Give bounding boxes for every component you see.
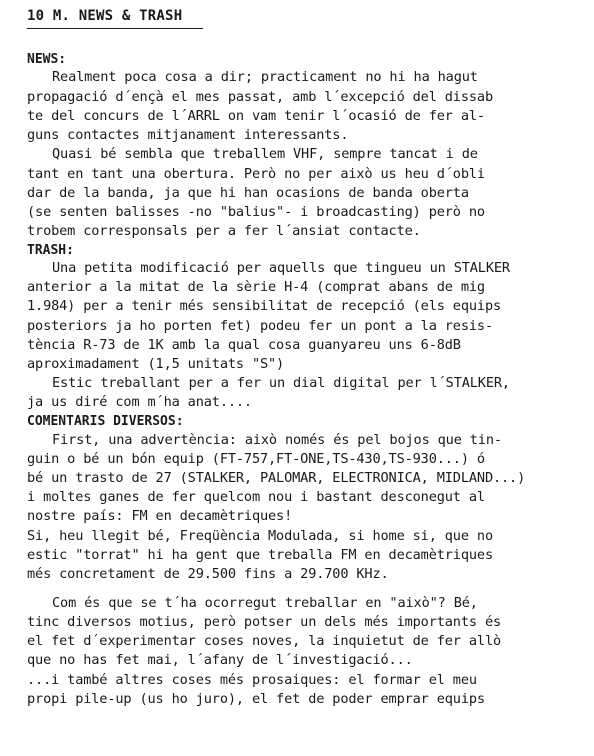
text-line: i moltes ganes de fer quelcom nou i bastant desconegut al bbox=[27, 489, 485, 505]
text-line: bé un trasto de 27 (STALKER, PALOMAR, ELECTRONICA, MIDLAND...) bbox=[27, 470, 526, 486]
text-line: Si, heu llegit bé, Freqüència Modulada, si home si, que no bbox=[27, 528, 493, 544]
text-line: Realment poca cosa a dir; practicament no hi ha hagut bbox=[52, 69, 478, 85]
text-line: First, una advertència: això només és pel bojos que tin- bbox=[52, 432, 502, 448]
text-line: guin o bé un bón equip (FT-757,FT-ONE,TS-430,TS-930...) ó bbox=[27, 451, 485, 467]
text-line: guns contactes mitjanament interessants. bbox=[27, 127, 349, 143]
news-heading: NEWS: bbox=[27, 52, 67, 67]
comentaris-heading: COMENTARIS DIVERSOS: bbox=[27, 414, 184, 429]
text-line: ...i també altres coses més prosaiques: el formar el meu bbox=[27, 672, 477, 688]
text-line: Estic treballant per a fer un dial digital per l´STALKER, bbox=[52, 375, 510, 391]
text-line: ja us diré com m´ha anat.... bbox=[27, 394, 252, 410]
text-line: te del concurs de l´ARRL on vam tenir l´ocasió de fer al- bbox=[27, 108, 485, 124]
text-line: que no has fet mai, l´afany de l´investigació... bbox=[27, 652, 413, 668]
text-line: més concretament de 29.500 fins a 29.700 KHz. bbox=[27, 566, 389, 582]
trash-heading: TRASH: bbox=[27, 243, 74, 258]
header-underline bbox=[27, 28, 203, 29]
text-line: aproximadament (1,5 unitats "S") bbox=[27, 356, 285, 372]
page-header: 10 M. NEWS & TRASH bbox=[27, 8, 183, 24]
text-line: anterior a la mitat de la sèrie H-4 (comprat abans de mig bbox=[27, 279, 485, 295]
text-line: tència R-73 de 1K amb la qual cosa guanyareu uns 6-8dB bbox=[27, 337, 461, 353]
text-line: propi pile-up (us ho juro), el fet de poder emprar equips bbox=[27, 691, 485, 707]
text-line: estic "torrat" hi ha gent que treballa FM en decamètriques bbox=[27, 547, 493, 563]
text-line: dar de la banda, ja que hi han ocasions de banda oberta bbox=[27, 185, 469, 201]
text-line: posteriors ja ho porten fet) podeu fer un pont a la resis- bbox=[27, 318, 493, 334]
text-line: (se senten balisses -no "balius"- i broadcasting) però no bbox=[27, 204, 485, 220]
text-line: tinc diversos motius, però potser un dels més importants és bbox=[27, 614, 502, 630]
text-line: Com és que se t´ha ocorregut treballar en "això"? Bé, bbox=[52, 595, 478, 611]
text-line: tant en tant una obertura. Però no per això us heu d´obli bbox=[27, 166, 485, 182]
text-line: Una petita modificació per aquells que tingueu un STALKER bbox=[52, 260, 510, 276]
text-line: nostre país: FM en decamètriques! bbox=[27, 508, 293, 524]
text-line: trobem corresponsals per a fer l´ansiat contacte. bbox=[27, 223, 421, 239]
text-line: el fet d´experimentar coses noves, la inquietut de fer allò bbox=[27, 633, 502, 649]
text-line: Quasi bé sembla que treballem VHF, sempre tancat i de bbox=[52, 146, 478, 162]
text-line: propagació d´ençà el mes passat, amb l´excepció del dissab bbox=[27, 89, 493, 105]
text-line: 1.984) per a tenir més sensibilitat de recepció (els equips bbox=[27, 298, 502, 314]
